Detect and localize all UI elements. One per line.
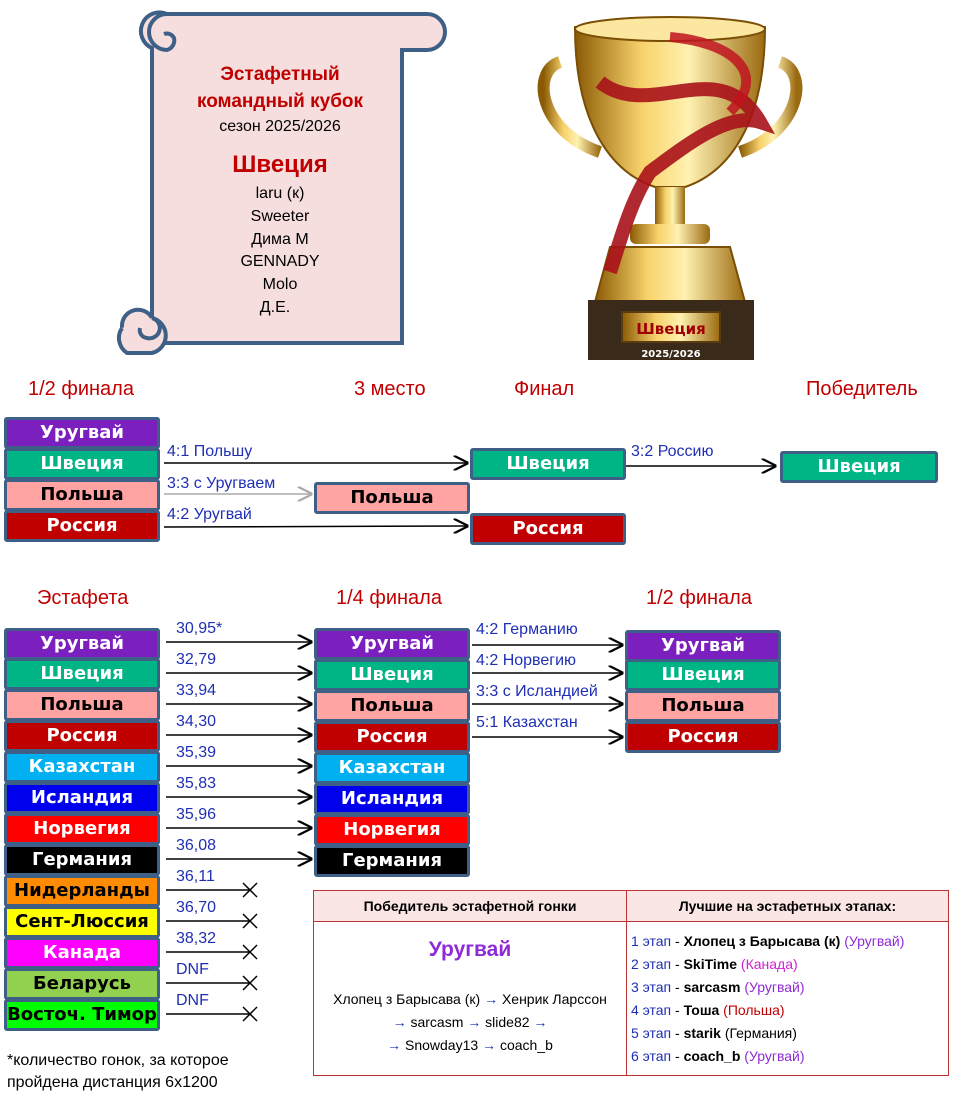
relay-team-russia: Россия — [4, 720, 160, 752]
relay-team-poland: Польша — [4, 689, 160, 721]
relay-chain-line2 — [316, 1011, 624, 1034]
relay-winner-cell — [314, 922, 627, 1076]
header-relay-semifinal: 1/2 финала — [646, 587, 752, 609]
footnote — [7, 1050, 229, 1094]
relay-team-germany: Германия — [4, 844, 160, 876]
relay-team-canada: Канада — [4, 937, 160, 969]
relay-team-kazakhstan: Казахстан — [4, 751, 160, 783]
scroll-title-line2: командный кубок — [196, 91, 364, 112]
info-table — [313, 890, 949, 1076]
top-semi-team-sweden: Швеция — [4, 448, 160, 480]
top-semi-team-uruguay: Уругвай — [4, 417, 160, 449]
relay-winner-header: Победитель эстафетной гонки — [314, 891, 627, 922]
relay-team-netherlands: Нидерланды — [4, 875, 160, 907]
scroll-member: Sweeter — [250, 208, 310, 225]
relay-time: 35,83 — [176, 775, 217, 792]
scroll-member: Д.Е. — [259, 299, 291, 316]
relay-time: 35,96 — [176, 806, 217, 823]
quarter-team-uruguay: Уругвай — [314, 628, 470, 660]
header-winner: Победитель — [806, 378, 918, 400]
scroll-winner: Швеция — [232, 151, 328, 178]
final-team-russia: Россия — [470, 513, 626, 545]
relay-winner-team: Уругвай — [428, 938, 512, 961]
relay-semi-team-sweden: Швеция — [625, 659, 781, 691]
quarter-team-poland: Польша — [314, 690, 470, 722]
top-semi-team-poland: Польша — [4, 479, 160, 511]
trophy-plaque-year: 2025/2026 — [641, 349, 701, 360]
relay-semi-team-poland: Польша — [625, 690, 781, 722]
third-place-team: Польша — [314, 482, 470, 514]
quarter-result: 3:3 с Исландией — [476, 683, 598, 700]
header-top-semifinal: 1/2 финала — [28, 378, 134, 400]
eliminated-line — [166, 883, 257, 1021]
relay-chain-line1 — [316, 988, 624, 1011]
chain-player: coach_b — [499, 1037, 553, 1053]
relay-time: 34,30 — [176, 713, 217, 730]
chain-player: Хлопец з Барысава (к) — [333, 991, 481, 1007]
header-quarterfinal: 1/4 финала — [336, 587, 442, 609]
scroll-season: сезон 2025/2026 — [219, 118, 341, 135]
scroll-member: laru (к) — [255, 185, 305, 202]
relay-team-east-timor: Восточ. Тимор — [4, 999, 160, 1031]
stage-row: 6 этап - coach_b (Уругвай) — [631, 1048, 805, 1064]
trophy-plaque-name: Швеция — [636, 320, 706, 338]
scroll-member: GENNADY — [240, 253, 320, 270]
relay-team-saint-lucia: Сент-Люссия — [4, 906, 160, 938]
quarter-team-germany: Германия — [314, 845, 470, 877]
header-relay: Эстафета — [37, 587, 129, 609]
relay-team-norway: Норвегия — [4, 813, 160, 845]
stage-row: 2 этап - SkiTime (Канада) — [631, 956, 798, 972]
arrow-right-icon: → — [467, 1014, 482, 1030]
chain-player: Snowday13 — [405, 1037, 479, 1053]
relay-time: 35,39 — [176, 744, 217, 761]
best-stages-header: Лучшие на эстафетных этапах: — [627, 891, 949, 922]
header-final: Финал — [514, 378, 575, 400]
relay-semi-team-russia: Россия — [625, 721, 781, 753]
result-poland-uruguay: 3:3 с Уругваем — [167, 475, 276, 492]
quarter-result: 4:2 Норвегию — [476, 652, 577, 669]
chain-player: slide82 — [485, 1014, 530, 1030]
relay-team-iceland: Исландия — [4, 782, 160, 814]
relay-time: 36,70 — [176, 899, 217, 916]
stage-row: 3 этап - sarcasm (Уругвай) — [631, 979, 805, 995]
relay-team-sweden: Швеция — [4, 658, 160, 690]
result-sweden-poland: 4:1 Польшу — [167, 443, 253, 460]
relay-time: 36,11 — [176, 868, 215, 885]
result-final: 3:2 Россию — [631, 443, 714, 460]
quarter-team-russia: Россия — [314, 721, 470, 753]
arrow-right-icon: → — [484, 991, 499, 1007]
quarter-result: 5:1 Казахстан — [476, 714, 578, 731]
footnote-line2: пройдена дистанция 6х1200 — [7, 1074, 218, 1091]
chain-player: sarcasm — [410, 1014, 464, 1030]
final-team-sweden: Швеция — [470, 448, 626, 480]
quarter-team-sweden: Швеция — [314, 659, 470, 691]
relay-team-belarus: Беларусь — [4, 968, 160, 1000]
relay-semi-team-uruguay: Уругвай — [625, 630, 781, 662]
relay-time: 36,08 — [176, 837, 217, 854]
quarter-team-kazakhstan: Казахстан — [314, 752, 470, 784]
stage-row: 5 этап - starik (Германия) — [631, 1025, 797, 1041]
scroll-member: Molo — [262, 276, 298, 293]
best-stages-cell — [627, 922, 949, 1076]
relay-time: 32,79 — [176, 651, 217, 668]
scroll-member: Дима М — [251, 231, 309, 248]
header-third-place: 3 место — [354, 378, 426, 400]
relay-time: DNF — [176, 961, 209, 978]
relay-time: 33,94 — [176, 682, 217, 699]
relay-team-uruguay: Уругвай — [4, 628, 160, 660]
top-semi-team-russia: Россия — [4, 510, 160, 542]
result-russia-uruguay: 4:2 Уругвай — [167, 506, 252, 523]
quarter-team-norway: Норвегия — [314, 814, 470, 846]
chain-player: Хенрик Ларссон — [501, 991, 607, 1007]
scroll-title-line1: Эстафетный — [220, 64, 340, 85]
relay-chain-line3 — [316, 1034, 624, 1057]
champion-team: Швеция — [780, 451, 938, 483]
stage-row: 4 этап - Тоша (Польша) — [631, 1002, 785, 1018]
quarter-result: 4:2 Германию — [476, 621, 578, 638]
arrow-right-icon: → — [392, 1014, 407, 1030]
arrow-right-icon: → — [482, 1037, 497, 1053]
footnote-line1: *количество гонок, за которое — [7, 1052, 229, 1069]
relay-time: 38,32 — [176, 930, 217, 947]
arrow-russia-to-final — [164, 526, 467, 527]
arrow-right-icon: → — [387, 1037, 402, 1053]
quarter-team-iceland: Исландия — [314, 783, 470, 815]
relay-time: 30,95* — [176, 620, 223, 637]
arrow-right-icon: → — [533, 1014, 548, 1030]
stage-row: 1 этап - Хлопец з Барысава (к) (Уругвай) — [631, 933, 905, 949]
relay-time: DNF — [176, 992, 209, 1009]
